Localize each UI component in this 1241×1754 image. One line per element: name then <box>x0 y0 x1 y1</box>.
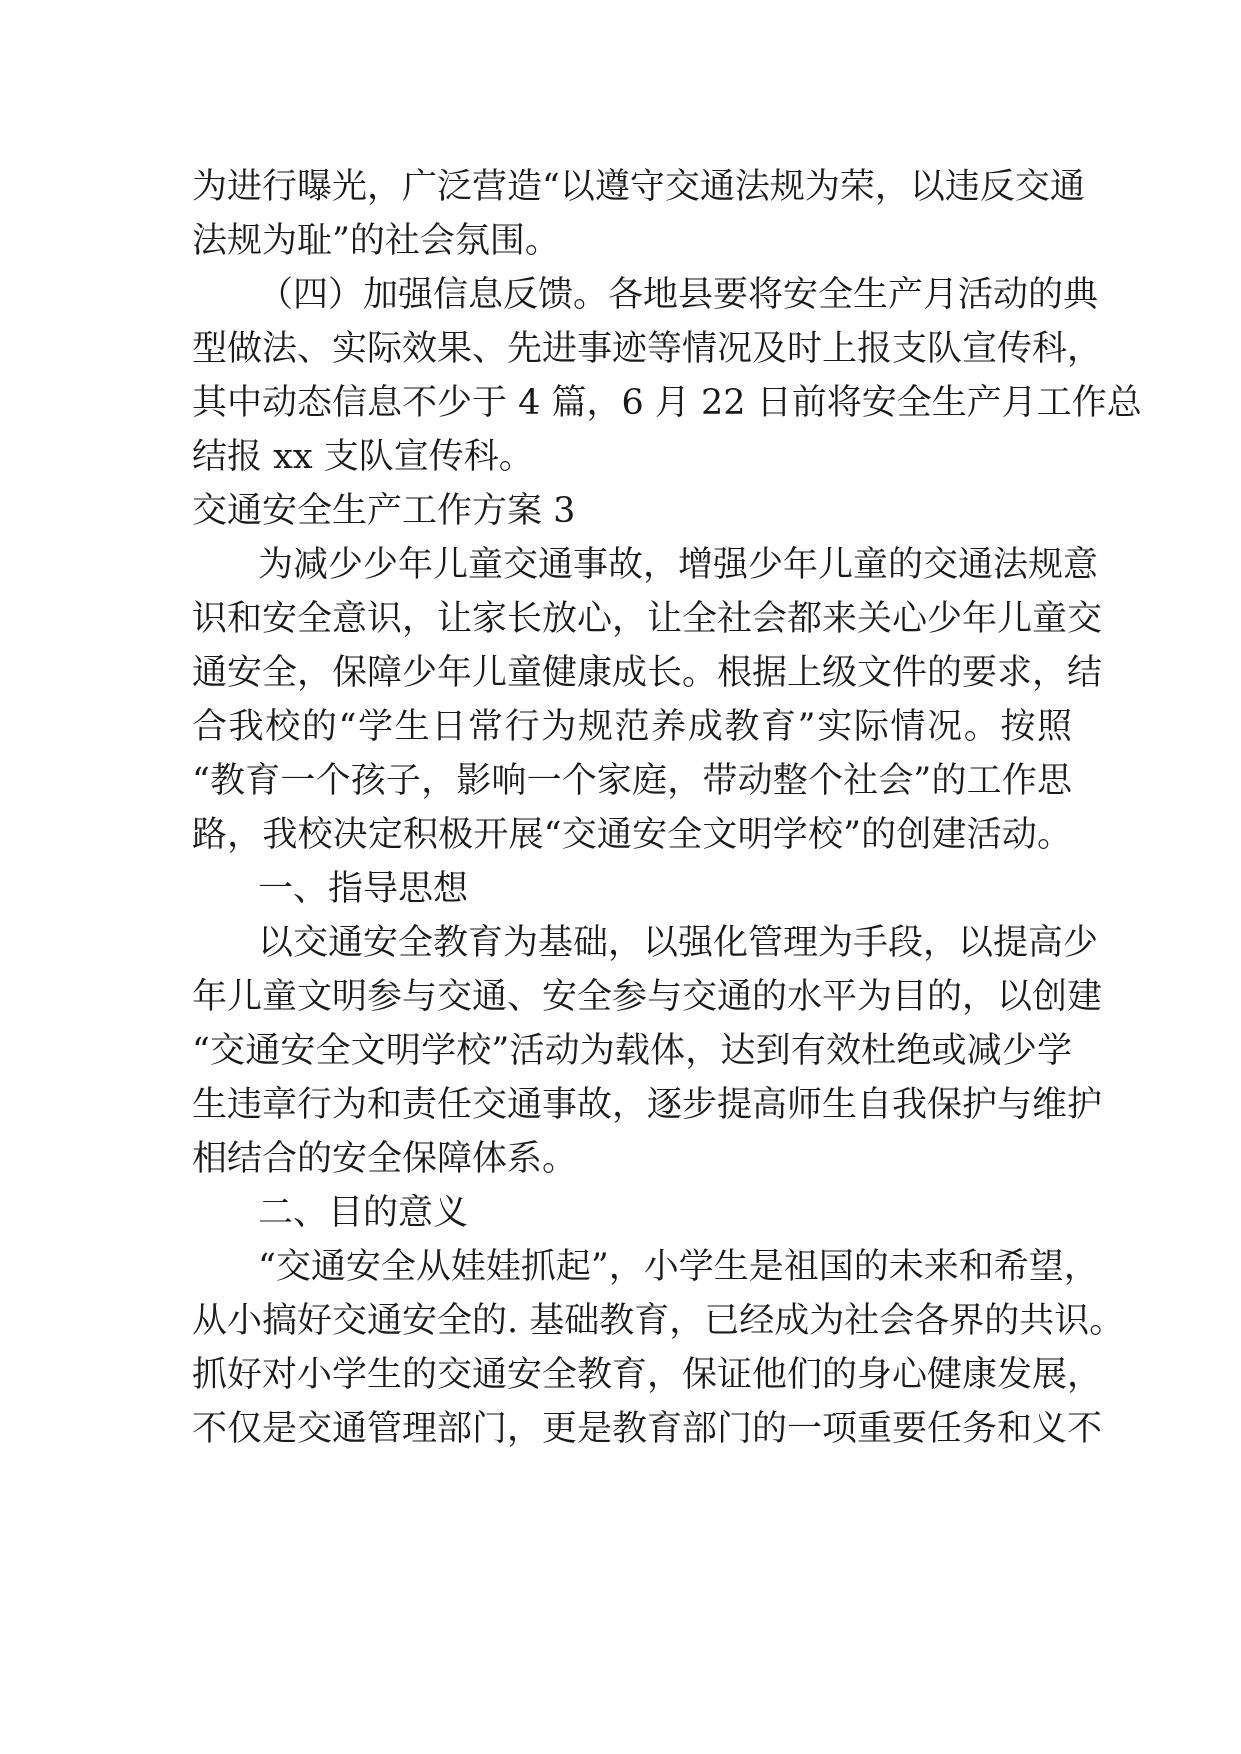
text-line: 型做法、实际效果、先进事迹等情况及时上报支队宣传科， <box>192 329 1103 369</box>
text-line: 从小搞好交通安全的. 基础教育，已经成为社会各界的共识。 <box>192 1301 1125 1341</box>
text-line: 年儿童文明参与交通、安全参与交通的水平为目的，以创建 <box>192 977 1103 1017</box>
text-line: 一、指导思想 <box>258 869 469 909</box>
text-line: 相结合的安全保障体系。 <box>192 1139 578 1179</box>
text-line: 为减少少年儿童交通事故，增强少年儿童的交通法规意 <box>258 545 1099 585</box>
text-line: 生违章行为和责任交通事故，逐步提高师生自我保护与维护 <box>192 1085 1103 1125</box>
text-line: “交通安全文明学校”活动为载体，达到有效杜绝或减少学 <box>192 1031 1072 1071</box>
text-line: 交通安全生产工作方案 3 <box>192 491 576 531</box>
text-line: 二、目的意义 <box>258 1193 469 1233</box>
text-line: 以交通安全教育为基础，以强化管理为手段，以提高少 <box>258 923 1099 963</box>
text-line: 合我校的“学生日常行为规范养成教育”实际情况。按照 <box>192 707 1072 747</box>
text-line: 抓好对小学生的交通安全教育，保证他们的身心健康发展， <box>192 1355 1103 1395</box>
document-body <box>192 160 1142 1456</box>
text-line: 法规为耻”的社会氛围。 <box>192 221 560 261</box>
text-line: 结报 xx 支队宣传科。 <box>192 437 534 477</box>
text-line: 通安全，保障少年儿童健康成长。根据上级文件的要求，结 <box>192 653 1103 693</box>
text-line: “教育一个孩子，影响一个家庭，带动整个社会”的工作思 <box>192 761 1072 801</box>
text-line: 为进行曝光，广泛营造“以遵守交通法规为荣，以违反交通 <box>192 167 1085 207</box>
text-line: （四）加强信息反馈。各地县要将安全生产月活动的典 <box>258 275 1099 315</box>
text-line: 识和安全意识，让家长放心，让全社会都来关心少年儿童交 <box>192 599 1103 639</box>
text-line: “交通安全从娃娃抓起”，小学生是祖国的未来和希望， <box>258 1247 1099 1287</box>
text-line: 其中动态信息不少于 4 篇，6 月 22 日前将安全生产月工作总 <box>192 383 1142 423</box>
text-line: 路，我校决定积极开展“交通安全文明学校”的创建活动。 <box>192 815 1072 855</box>
text-line: 不仅是交通管理部门，更是教育部门的一项重要任务和义不 <box>192 1409 1103 1449</box>
